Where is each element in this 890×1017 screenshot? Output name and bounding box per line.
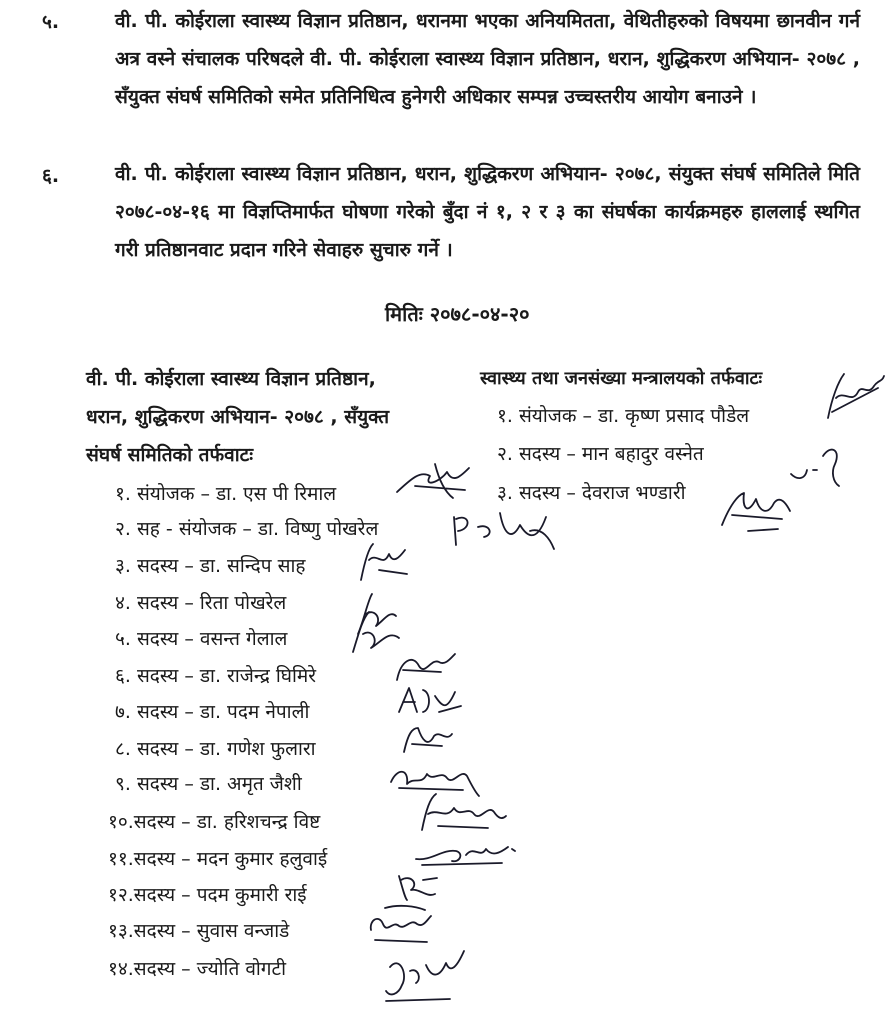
left-member-12: १२.सदस्य – पदम कुमारी राई — [108, 884, 307, 906]
left-committee-heading — [86, 360, 486, 474]
left-heading-line-3: संघर्ष समितिको तर्फवाटः — [86, 444, 254, 466]
agreement-date: मितिः २०७८-०४-२० — [385, 302, 530, 326]
signature-12 — [393, 870, 443, 904]
left-member-7: ७. सदस्य – डा. पदम नेपाली — [115, 701, 310, 723]
left-member-6: ६. सदस्य – डा. राजेन्द्र घिमिरे — [115, 665, 317, 687]
signature-2 — [450, 505, 560, 555]
left-member-9: ९. सदस्य – डा. अमृत जैशी — [115, 773, 302, 795]
signature-13 — [365, 900, 435, 948]
right-committee-heading: स्वास्थ्य तथा जनसंख्या मन्त्रालयको तर्फवाटः — [480, 368, 763, 389]
right-member-2: २. सदस्य – मान बहादुर वस्नेत — [497, 443, 704, 465]
left-member-11: ११.सदस्य – मदन कुमार हलुवाई — [108, 848, 328, 870]
right-member-3: ३. सदस्य – देवराज भण्डारी — [497, 482, 686, 504]
point-5-number: ५. — [42, 11, 60, 33]
signature-1 — [395, 462, 475, 502]
signature-10 — [418, 790, 508, 835]
left-member-2: २. सह - संयोजक – डा. विष्णु पोखरेल — [115, 518, 379, 540]
left-member-14: १४.सदस्य – ज्योति वोगटी — [108, 958, 287, 980]
left-heading-line-1: वी. पी. कोईराला स्वास्थ्य विज्ञान प्रतिष्ठान, — [86, 368, 376, 390]
left-member-13: १३.सदस्य – सुवास वन्जाडे — [108, 920, 290, 942]
left-member-8: ८. सदस्य – डा. गणेश फुलारा — [115, 738, 316, 760]
left-member-4: ४. सदस्य – रिता पोखरेल — [115, 592, 287, 614]
signature-14 — [380, 945, 470, 1005]
point-6-number: ६. — [42, 165, 60, 187]
point-5-text: वी. पी. कोईराला स्वास्थ्य विज्ञान प्रतिष्ठान, धरानमा भएका अनियमितता, वेथितीहरुको विषयमा छानवीन गर्न अत्र वस्ने संचालक परिषदले वी. पी. कोईराला स्वास्थ्य विज्ञान प्रतिष्ठान, धरान, शुद्धिकरण अभियान- २०७८ , सँयुक्त संघर्ष समितिको समेत प्रतिनिधित्व हुनेगरी अधिकार सम्पन्न उच्चस्तरीय आयोग बनाउने । — [115, 10, 860, 108]
left-heading-line-2: धरान, शुद्धिकरण अभियान- २०७८ , सँयुक्त — [86, 406, 390, 428]
point-6-text: वी. पी. कोईराला स्वास्थ्य विज्ञान प्रतिष्ठान, धरान, शुद्धिकरण अभियान- २०७८, संयुक्त संघर्ष समितिले मिति २०७८-०४-१६ मा विज्ञप्तिमार्फत घोषणा गरेको बुँदा नं १, २ र ३ का संघर्षका कार्यक्रमहरु हाललाई स्थगित गरी प्रतिष्ठानवाट प्रदान गरिने सेवाहरु सुचारु गर्ने । — [115, 163, 860, 261]
signature-11 — [412, 835, 522, 867]
signature-right-2 — [787, 440, 847, 490]
left-member-1: १. संयोजक – डा. एस पी रिमाल — [115, 483, 337, 505]
signature-8 — [398, 722, 458, 758]
signature-7 — [395, 682, 465, 718]
left-member-3: ३. सदस्य – डा. सन्दिप साह — [115, 555, 306, 577]
signature-right-1 — [822, 368, 887, 423]
right-member-1: १. संयोजक – डा. कृष्ण प्रसाद पौडेल — [497, 405, 750, 427]
left-member-10: १०.सदस्य – डा. हरिशचन्द्र विष्ट — [108, 811, 321, 833]
signature-right-3 — [718, 485, 798, 535]
left-member-5: ५. सदस्य – वसन्त गेलाल — [115, 628, 288, 650]
signature-3 — [355, 540, 415, 585]
